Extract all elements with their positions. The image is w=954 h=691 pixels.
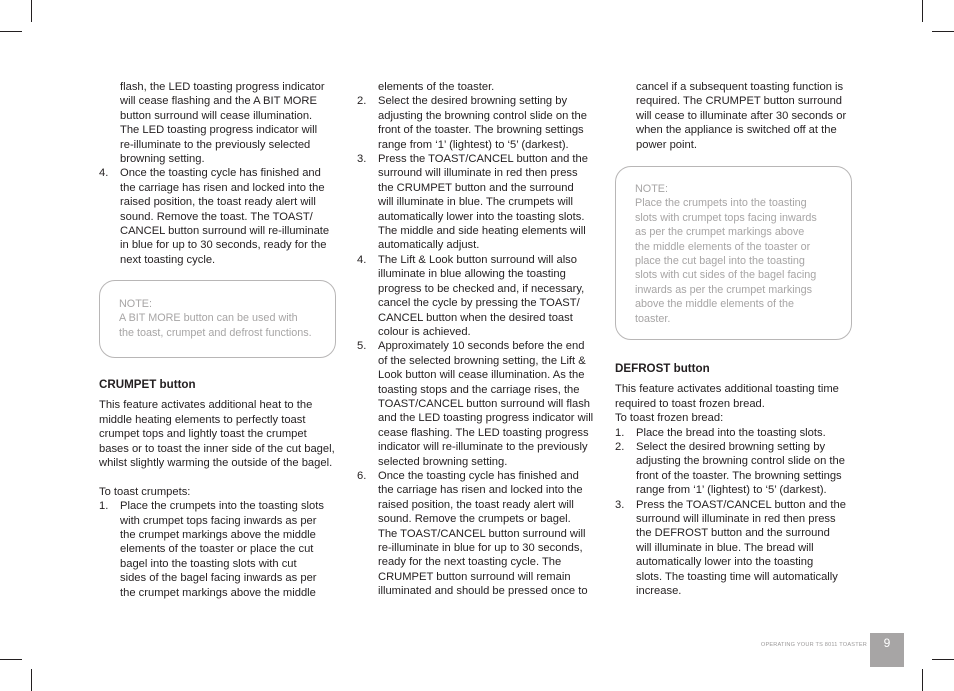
continued-text: cancel if a subsequent toasting function is required. The CRUMPET button surround will cease to illuminate after 30 seconds or when the appliance is switched off at the power point. [636, 81, 847, 151]
crop-mark [922, 669, 923, 691]
list-number: 6. [357, 469, 367, 482]
note-box: NOTE: Place the crumpets into the toasting slots with crumpet tops facing inwards as per the crumpet markings above the middle elements of the toaster or place the cut bagel into the toasting slots with cut sides of the bagel facing inwards as per the crumpet markings above the middle elements of the toaster. [615, 166, 852, 340]
crop-mark [31, 0, 32, 22]
list-number: 1. [99, 500, 109, 513]
list-item: 2. Select the desired browning setting by adjusting the browning control slide on the front of the toaster. The browning settings range from ‘1’ (lightest) to ‘5’ (darkest). [615, 441, 845, 497]
list-number: 1. [615, 426, 625, 439]
list-item: 4. Once the toasting cycle has finished and the carriage has risen and locked into the raised position, the toast ready alert will sound. Remove the toast. The TOAST/ CANCEL button surround will re-illuminate in blue for up to 30 seconds, ready for the next toasting cycle. [99, 167, 330, 266]
crop-mark [0, 31, 22, 32]
column-3 [615, 80, 860, 152]
running-title: OPERATING YOUR TS 8011 TOASTER [760, 642, 867, 648]
note-title: NOTE: [635, 183, 668, 195]
list-item: 1. Place the bread into the toasting slots. [615, 426, 826, 439]
crop-mark [922, 0, 923, 22]
list-number: 2. [357, 95, 367, 108]
column-3-lower: DEFROST button This feature activates additional toasting time required to toast frozen bread. To toast frozen bread: 1. Place the bread into the toasting slots. 2. Select the desired browning setting by adjusting the browning control slide on the front of the toaster. The browning settings range from ‘1’ (lightest) to ‘5’ (darkest). 3. Press the TOAST/CANCEL button and the surround will illuminate in red then press the DEFROST button and the surround will illuminate in blue. The bread will automatically lower into the toasting slots. The toasting time will automatically increase. [615, 362, 860, 599]
page-number: 9 [870, 633, 904, 667]
note-title: NOTE: [119, 298, 152, 310]
column-1-lower: CRUMPET button This feature activates additional heat to the middle heating elements to perfectly toast crumpet tops and lightly toast the crumpet bases or to toast the inner side of the cut bagel, whilst slightly warming the outside of the bagel. To toast crumpets: 1. Place the crumpets into the toasting slots with crumpet tops facing inwards as per the crumpet markings above the middle elements of the toaster or place the cut bagel into the toasting slots with cut sides of the bagel facing inwards as per the crumpet markings above the middle [99, 378, 344, 600]
list-number: 3. [357, 153, 367, 166]
crop-mark [31, 669, 32, 691]
list-number: 2. [615, 441, 625, 454]
list-item: 1. Place the crumpets into the toasting slots with crumpet tops facing inwards as per the crumpet markings above the middle elements of the toaster or place the cut bagel into the toasting slots with cut sides of the bagel facing inwards as per the crumpet markings above the middle [99, 500, 324, 599]
list-item: 4. The Lift & Look button surround will also illuminate in blue allowing the toasting progress to be checked and, if necessary, cancel the cycle by pressing the TOAST/ CANCEL button when the desired toast colour is achieved. [357, 253, 585, 338]
list-item: 3. Press the TOAST/CANCEL button and the surround will illuminate in red then press the CRUMPET button and the surround will illuminate in blue. The crumpets will automatically lower into the toasting slots. The middle and side heating elements will automatically adjust. [357, 153, 588, 252]
section-heading: DEFROST button [615, 362, 710, 375]
subheading: To toast crumpets: [99, 485, 191, 498]
crop-mark [932, 659, 954, 660]
subheading: To toast frozen bread: [615, 412, 724, 425]
list-item: 2. Select the desired browning setting by adjusting the browning control slide on the front of the toaster. The browning settings range from ‘1’ (lightest) to ‘5’ (darkest). [357, 95, 587, 151]
list-number: 4. [99, 167, 109, 180]
list-item: 3. Press the TOAST/CANCEL button and the surround will illuminate in red then press the DEFROST button and the surround will illuminate in blue. The bread will automatically lower into the toasting slots. The toasting time will automatically increase. [615, 498, 846, 598]
column-2 [357, 80, 602, 599]
list-item: 6. Once the toasting cycle has finished and the carriage has risen and locked into the raised position, the toast ready alert will sound. Remove the crumpets or bagel. The TOAST/CANCEL button surround will re-illuminate in blue for up to 30 seconds, ready for the next toasting cycle. The CRUMPET button surround will remain illuminated and should be pressed once to [357, 469, 588, 598]
section-heading: CRUMPET button [99, 378, 196, 391]
list-number: 5. [357, 340, 367, 353]
continued-text: elements of the toaster. [378, 81, 495, 93]
list-item: 5. Approximately 10 seconds before the end of the selected browning setting, the Lift & Look button will cease illumination. As the toasting stops and the carriage rises, the TOAST/CANCEL button surround will flash and the LED toasting progress indicator will cease flashing. The LED toasting progress indicator will re-illuminate to the previously selected browning setting. [357, 340, 594, 468]
list-number: 4. [357, 253, 367, 266]
note-box: NOTE: A BIT MORE button can be used with the toast, crumpet and defrost functions. [99, 280, 336, 358]
continued-text: flash, the LED toasting progress indicator will cease flashing and the A BIT MORE button surround will cease illumination. The LED toasting progress indicator will re-illuminate to the previously selected browning setting. [120, 81, 325, 166]
column-1 [99, 80, 344, 267]
list-number: 3. [615, 498, 625, 511]
crop-mark [0, 659, 22, 660]
crop-mark [932, 31, 954, 32]
